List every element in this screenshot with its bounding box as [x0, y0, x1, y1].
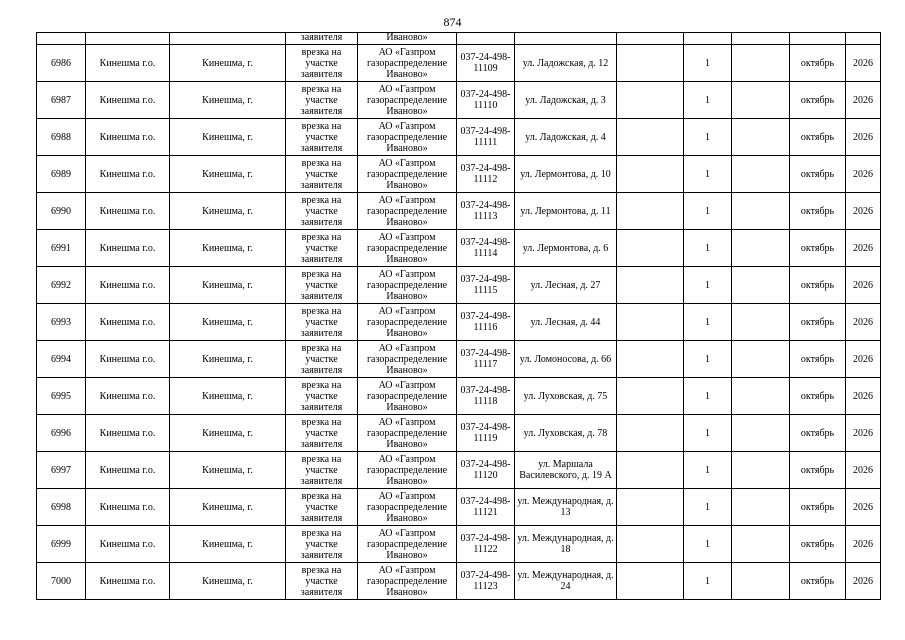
table-row: [37, 489, 881, 526]
cell-qty: 1: [684, 267, 732, 304]
cell-settlement: Кинешма, г.: [170, 156, 286, 193]
cell-district: Кинешма г.о.: [86, 415, 170, 452]
cell-code: [457, 33, 515, 45]
cell-code: 037-24-498-11113: [457, 193, 515, 230]
cell-qty: 1: [684, 45, 732, 82]
cell-year: 2026: [846, 193, 881, 230]
cell-type: врезка на участке заявителя: [286, 304, 358, 341]
cell-org: Иваново»: [358, 33, 457, 45]
cell-num: 6995: [37, 378, 86, 415]
cell-empty: [617, 415, 684, 452]
cell-district: Кинешма г.о.: [86, 82, 170, 119]
cell-num: 6988: [37, 119, 86, 156]
cell-empty: [617, 33, 684, 45]
page-number: 874: [443, 15, 462, 29]
table-row: [37, 526, 881, 563]
cell-month: октябрь: [790, 563, 846, 600]
cell-district: Кинешма г.о.: [86, 193, 170, 230]
cell-code: 037-24-498-11109: [457, 45, 515, 82]
cell-month: октябрь: [790, 489, 846, 526]
cell-num: 6986: [37, 45, 86, 82]
cell-year: 2026: [846, 45, 881, 82]
cell-qty: 1: [684, 452, 732, 489]
cell-num: 6992: [37, 267, 86, 304]
cell-settlement: Кинешма, г.: [170, 563, 286, 600]
cell-code: 037-24-498-11119: [457, 415, 515, 452]
cell-num: 6996: [37, 415, 86, 452]
cell-empty: [617, 341, 684, 378]
cell-type: врезка на участке заявителя: [286, 119, 358, 156]
cell-district: Кинешма г.о.: [86, 45, 170, 82]
cell-year: 2026: [846, 526, 881, 563]
cell-address: ул. Лермонтова, д. 10: [515, 156, 617, 193]
cell-qty: 1: [684, 415, 732, 452]
cell-year: 2026: [846, 230, 881, 267]
cell-org: АО «Газпром газораспределение Иваново»: [358, 230, 457, 267]
cell-qty: 1: [684, 119, 732, 156]
cell-qty: 1: [684, 230, 732, 267]
cell-address: ул. Лермонтова, д. 11: [515, 193, 617, 230]
cell-empty: [617, 452, 684, 489]
cell-settlement: Кинешма, г.: [170, 267, 286, 304]
cell-org: АО «Газпром газораспределение Иваново»: [358, 452, 457, 489]
cell-empty: [617, 156, 684, 193]
cell-qty: 1: [684, 563, 732, 600]
cell-address: ул. Ладожская, д. 4: [515, 119, 617, 156]
cell-address: ул. Лесная, д. 44: [515, 304, 617, 341]
cell-month: октябрь: [790, 156, 846, 193]
cell-org: АО «Газпром газораспределение Иваново»: [358, 267, 457, 304]
cell-district: Кинешма г.о.: [86, 563, 170, 600]
table-row: [37, 230, 881, 267]
cell-num: 6998: [37, 489, 86, 526]
cell-org: АО «Газпром газораспределение Иваново»: [358, 45, 457, 82]
cell-empty: [617, 563, 684, 600]
cell-type: врезка на участке заявителя: [286, 526, 358, 563]
cell-type: врезка на участке заявителя: [286, 378, 358, 415]
cell-empty: [617, 526, 684, 563]
cell-month: октябрь: [790, 119, 846, 156]
cell-settlement: Кинешма, г.: [170, 489, 286, 526]
cell-code: 037-24-498-11120: [457, 452, 515, 489]
cell-empty: [732, 267, 790, 304]
cell-address: [515, 33, 617, 45]
cell-empty: [732, 526, 790, 563]
cell-district: Кинешма г.о.: [86, 452, 170, 489]
cell-num: 6997: [37, 452, 86, 489]
cell-district: Кинешма г.о.: [86, 230, 170, 267]
cell-month: октябрь: [790, 267, 846, 304]
cell-address: ул. Луховская, д. 75: [515, 378, 617, 415]
cell-district: Кинешма г.о.: [86, 341, 170, 378]
cell-org: АО «Газпром газораспределение Иваново»: [358, 156, 457, 193]
cell-num: 6990: [37, 193, 86, 230]
cell-address: ул. Международная, д. 18: [515, 526, 617, 563]
cell-empty: [732, 452, 790, 489]
cell-empty: [732, 119, 790, 156]
cell-settlement: Кинешма, г.: [170, 452, 286, 489]
cell-month: октябрь: [790, 452, 846, 489]
cell-qty: 1: [684, 304, 732, 341]
cell-settlement: Кинешма, г.: [170, 341, 286, 378]
cell-qty: 1: [684, 526, 732, 563]
cell-empty: [617, 193, 684, 230]
cell-empty: [617, 230, 684, 267]
cell-settlement: Кинешма, г.: [170, 378, 286, 415]
cell-code: 037-24-498-11114: [457, 230, 515, 267]
cell-qty: 1: [684, 82, 732, 119]
cell-code: 037-24-498-11112: [457, 156, 515, 193]
cell-org: АО «Газпром газораспределение Иваново»: [358, 82, 457, 119]
cell-org: АО «Газпром газораспределение Иваново»: [358, 193, 457, 230]
cell-month: октябрь: [790, 45, 846, 82]
cell-address: ул. Маршала Василевского, д. 19 А: [515, 452, 617, 489]
cell-month: октябрь: [790, 378, 846, 415]
continuation-row: [37, 33, 881, 45]
cell-settlement: Кинешма, г.: [170, 304, 286, 341]
cell-type: врезка на участке заявителя: [286, 563, 358, 600]
cell-month: октябрь: [790, 304, 846, 341]
cell-org: АО «Газпром газораспределение Иваново»: [358, 563, 457, 600]
cell-year: 2026: [846, 156, 881, 193]
cell-address: ул. Луховская, д. 78: [515, 415, 617, 452]
cell-type: врезка на участке заявителя: [286, 82, 358, 119]
cell-year: 2026: [846, 267, 881, 304]
cell-empty: [617, 489, 684, 526]
cell-year: 2026: [846, 489, 881, 526]
registry-table: [36, 32, 881, 600]
cell-address: ул. Ломоносова, д. 66: [515, 341, 617, 378]
cell-empty: [617, 267, 684, 304]
cell-code: 037-24-498-11110: [457, 82, 515, 119]
cell-qty: 1: [684, 341, 732, 378]
table-row: [37, 156, 881, 193]
cell-address: ул. Международная, д. 13: [515, 489, 617, 526]
cell-qty: 1: [684, 378, 732, 415]
table-row: [37, 563, 881, 600]
cell-num: 6987: [37, 82, 86, 119]
cell-empty: [732, 33, 790, 45]
table-row: [37, 304, 881, 341]
cell-code: 037-24-498-11123: [457, 563, 515, 600]
cell-code: 037-24-498-11117: [457, 341, 515, 378]
cell-district: Кинешма г.о.: [86, 304, 170, 341]
cell-qty: 1: [684, 489, 732, 526]
cell-year: 2026: [846, 563, 881, 600]
cell-empty: [617, 82, 684, 119]
table-row: [37, 82, 881, 119]
cell-empty: [732, 489, 790, 526]
table-row: [37, 267, 881, 304]
cell-empty: [732, 563, 790, 600]
cell-address: ул. Лесная, д. 27: [515, 267, 617, 304]
cell-district: Кинешма г.о.: [86, 378, 170, 415]
cell-month: октябрь: [790, 230, 846, 267]
cell-num: [37, 33, 86, 45]
cell-org: АО «Газпром газораспределение Иваново»: [358, 378, 457, 415]
cell-settlement: Кинешма, г.: [170, 193, 286, 230]
cell-code: 037-24-498-11111: [457, 119, 515, 156]
cell-org: АО «Газпром газораспределение Иваново»: [358, 341, 457, 378]
cell-month: октябрь: [790, 526, 846, 563]
cell-empty: [617, 45, 684, 82]
cell-address: ул. Международная, д. 24: [515, 563, 617, 600]
cell-empty: [732, 193, 790, 230]
cell-code: 037-24-498-11116: [457, 304, 515, 341]
cell-month: октябрь: [790, 193, 846, 230]
cell-year: 2026: [846, 415, 881, 452]
cell-type: врезка на участке заявителя: [286, 156, 358, 193]
cell-type: врезка на участке заявителя: [286, 267, 358, 304]
cell-year: 2026: [846, 82, 881, 119]
cell-empty: [732, 156, 790, 193]
cell-settlement: [170, 33, 286, 45]
cell-settlement: Кинешма, г.: [170, 45, 286, 82]
cell-district: Кинешма г.о.: [86, 119, 170, 156]
cell-type: врезка на участке заявителя: [286, 489, 358, 526]
cell-empty: [617, 378, 684, 415]
cell-num: 6993: [37, 304, 86, 341]
table-row: [37, 119, 881, 156]
cell-type: врезка на участке заявителя: [286, 193, 358, 230]
table-row: [37, 45, 881, 82]
cell-code: 037-24-498-11122: [457, 526, 515, 563]
cell-type: врезка на участке заявителя: [286, 230, 358, 267]
cell-qty: 1: [684, 156, 732, 193]
table-row: [37, 452, 881, 489]
cell-year: 2026: [846, 341, 881, 378]
table-row: [37, 378, 881, 415]
cell-empty: [732, 45, 790, 82]
cell-empty: [732, 230, 790, 267]
cell-org: АО «Газпром газораспределение Иваново»: [358, 415, 457, 452]
cell-month: октябрь: [790, 341, 846, 378]
cell-code: 037-24-498-11121: [457, 489, 515, 526]
cell-district: [86, 33, 170, 45]
cell-num: 6989: [37, 156, 86, 193]
cell-settlement: Кинешма, г.: [170, 415, 286, 452]
table-row: [37, 415, 881, 452]
cell-settlement: Кинешма, г.: [170, 119, 286, 156]
cell-district: Кинешма г.о.: [86, 267, 170, 304]
cell-org: АО «Газпром газораспределение Иваново»: [358, 526, 457, 563]
table-row: [37, 193, 881, 230]
cell-year: [846, 33, 881, 45]
cell-year: 2026: [846, 378, 881, 415]
cell-qty: 1: [684, 193, 732, 230]
table-row: [37, 341, 881, 378]
cell-empty: [732, 82, 790, 119]
cell-empty: [617, 304, 684, 341]
cell-org: АО «Газпром газораспределение Иваново»: [358, 119, 457, 156]
cell-address: ул. Ладожская, д. 12: [515, 45, 617, 82]
cell-month: октябрь: [790, 82, 846, 119]
cell-num: 7000: [37, 563, 86, 600]
cell-type: врезка на участке заявителя: [286, 452, 358, 489]
cell-year: 2026: [846, 119, 881, 156]
cell-settlement: Кинешма, г.: [170, 82, 286, 119]
cell-type: врезка на участке заявителя: [286, 45, 358, 82]
cell-year: 2026: [846, 452, 881, 489]
cell-org: АО «Газпром газораспределение Иваново»: [358, 304, 457, 341]
cell-district: Кинешма г.о.: [86, 526, 170, 563]
cell-district: Кинешма г.о.: [86, 156, 170, 193]
cell-empty: [732, 378, 790, 415]
cell-empty: [732, 415, 790, 452]
cell-month: [790, 33, 846, 45]
cell-empty: [732, 304, 790, 341]
cell-settlement: Кинешма, г.: [170, 230, 286, 267]
cell-year: 2026: [846, 304, 881, 341]
cell-org: АО «Газпром газораспределение Иваново»: [358, 489, 457, 526]
cell-code: 037-24-498-11115: [457, 267, 515, 304]
cell-num: 6999: [37, 526, 86, 563]
cell-empty: [732, 341, 790, 378]
cell-num: 6994: [37, 341, 86, 378]
cell-month: октябрь: [790, 415, 846, 452]
cell-district: Кинешма г.о.: [86, 489, 170, 526]
cell-code: 037-24-498-11118: [457, 378, 515, 415]
cell-type: врезка на участке заявителя: [286, 415, 358, 452]
cell-num: 6991: [37, 230, 86, 267]
cell-address: ул. Лермонтова, д. 6: [515, 230, 617, 267]
cell-address: ул. Ладожская, д. 3: [515, 82, 617, 119]
cell-empty: [617, 119, 684, 156]
cell-type: врезка на участке заявителя: [286, 341, 358, 378]
cell-type: заявителя: [286, 33, 358, 45]
cell-settlement: Кинешма, г.: [170, 526, 286, 563]
cell-qty: [684, 33, 732, 45]
